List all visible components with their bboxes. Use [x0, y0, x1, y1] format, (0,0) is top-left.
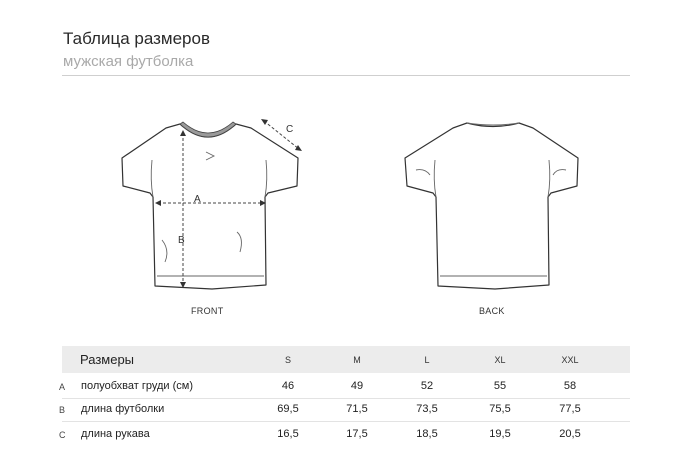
table-cell: 52	[420, 380, 434, 392]
table-cell: 20,5	[559, 428, 581, 440]
table-cell: 19,5	[489, 428, 511, 440]
back-label: BACK	[479, 306, 505, 316]
back-tshirt-drawing	[405, 123, 578, 289]
table-cell: 77,5	[559, 403, 581, 415]
size-header-l: L	[424, 355, 430, 365]
measure-c-label: C	[286, 124, 294, 135]
measure-b-label: B	[178, 235, 185, 246]
table-cell: 18,5	[416, 428, 438, 440]
row-letter: C	[59, 430, 66, 440]
page-title: Таблица размеров	[63, 29, 210, 48]
row-letter: B	[59, 405, 66, 415]
table-title: Размеры	[80, 352, 135, 367]
row-letter: A	[59, 382, 66, 392]
row-label: длина рукава	[81, 428, 150, 440]
table-cell: 16,5	[277, 428, 299, 440]
row-divider	[62, 398, 630, 399]
table-cell: 49	[350, 380, 364, 392]
size-header-xxl: XXL	[561, 355, 579, 365]
front-label: FRONT	[191, 306, 224, 316]
row-label: длина футболки	[81, 403, 165, 415]
size-header-s: S	[284, 355, 291, 365]
row-label: полуобхват груди (см)	[81, 380, 194, 392]
table-cell: 46	[281, 380, 295, 392]
table-cell: 17,5	[346, 428, 368, 440]
table-cell: 71,5	[346, 403, 368, 415]
table-cell: 58	[563, 380, 577, 392]
table-cell: 73,5	[416, 403, 438, 415]
size-header-xl: XL	[494, 355, 506, 365]
size-header-m: M	[353, 355, 361, 365]
front-tshirt-drawing	[122, 122, 298, 289]
page-subtitle: мужская футболка	[63, 53, 194, 70]
measure-a-label: A	[194, 194, 201, 205]
table-cell: 75,5	[489, 403, 511, 415]
table-cell: 69,5	[277, 403, 299, 415]
table-cell: 55	[493, 380, 507, 392]
row-divider	[62, 421, 630, 422]
